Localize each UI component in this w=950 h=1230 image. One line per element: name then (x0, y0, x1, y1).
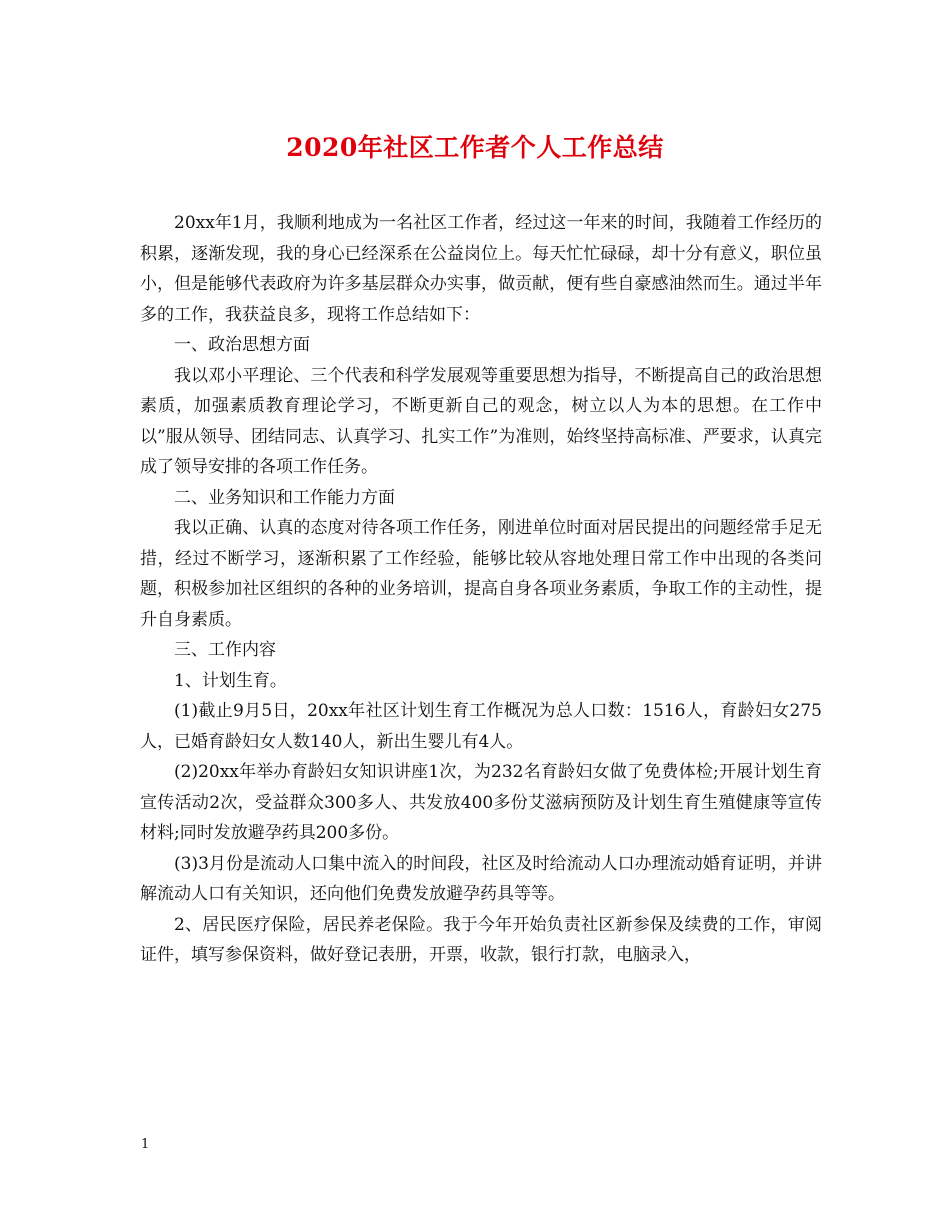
family-planning-item-3: (3)3月份是流动人口集中流入的时间段，社区及时给流动人口办理流动婚育证明，并讲解流动人口有关知识，还向他们免费发放避孕药具等等。 (140, 853, 822, 904)
page-number: 1 (141, 1137, 150, 1152)
family-planning-item-2: (2)20xx年举办育龄妇女知识讲座1次，为232名育龄妇女做了免费体检;开展计划生育宣传活动2次，受益群众300多人、共发放400多份艾滋病预防及计划生育生殖健康等宣传材料;同时发放避孕药具200多份。 (140, 762, 822, 843)
business-paragraph: 我以正确、认真的态度对待各项工作任务，刚进单位时面对居民提出的问题经常手足无措，经过不断学习，逐渐积累了工作经验，能够比较从容地处理日常工作中出现的各类问题，积极参加社区组织的各种的业务培训，提高自身各项业务素质，争取工作的主动性，提升自身素质。 (140, 518, 822, 630)
insurance-paragraph: 2、居民医疗保险，居民养老保险。我于今年开始负责社区新参保及续费的工作，审阅证件，填写参保资料，做好登记表册，开票，收款，银行打款，电脑录入， (140, 914, 822, 965)
section-heading-political: 一、政治思想方面 (174, 335, 310, 355)
document-title: 2020年社区工作者个人工作总结 (286, 133, 664, 162)
document-body (140, 208, 822, 971)
subheading-family-planning: 1、计划生育。 (174, 670, 287, 691)
section-heading-work-content: 三、工作内容 (174, 640, 276, 660)
family-planning-item-1: (1)截止9月5日，20xx年社区计划生育工作概况为总人口数：1516人，育龄妇女275人，已婚育龄妇女人数140人，新出生婴儿有4人。 (140, 701, 822, 752)
political-paragraph: 我以邓小平理论、三个代表和科学发展观等重要思想为指导，不断提高自己的政治思想素质，加强素质教育理论学习，不断更新自己的观念，树立以人为本的思想。在工作中以”服从领导、团结同志、认真学习、扎实工作”为准则，始终坚持高标准、严要求，认真完成了领导安排的各项工作任务。 (140, 365, 822, 477)
section-heading-business: 二、业务知识和工作能力方面 (174, 487, 395, 508)
intro-paragraph: 20xx年1月，我顺利地成为一名社区工作者，经过这一年来的时间，我随着工作经历的积累，逐渐发现，我的身心已经深系在公益岗位上。每天忙忙碌碌，却十分有意义，职位虽小，但是能够代表政府为许多基层群众办实事，做贡献，便有些自豪感油然而生。通过半年多的工作，我获益良多，现将工作总结如下： (140, 213, 822, 325)
